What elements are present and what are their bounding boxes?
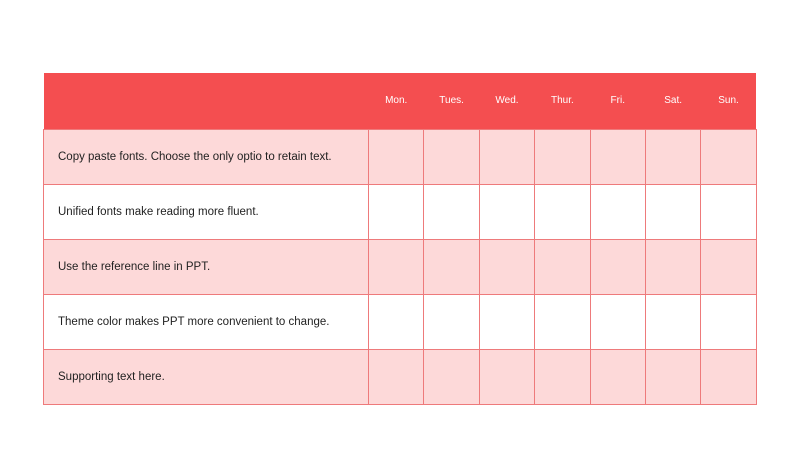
day-cell [424, 239, 479, 294]
task-label: Use the reference line in PPT. [44, 239, 369, 294]
day-cell [645, 349, 700, 404]
header-corner-cell [44, 73, 369, 129]
day-cell [701, 184, 756, 239]
day-header-sun: Sun. [701, 73, 756, 129]
day-cell [701, 239, 756, 294]
task-label: Copy paste fonts. Choose the only optio to retain text. [44, 129, 369, 184]
table-row [44, 349, 757, 404]
day-cell [424, 184, 479, 239]
day-cell [369, 184, 424, 239]
day-cell [424, 294, 479, 349]
day-cell [535, 349, 590, 404]
day-cell [535, 294, 590, 349]
day-cell [369, 349, 424, 404]
table-row [44, 129, 757, 184]
day-cell [369, 129, 424, 184]
day-cell [535, 184, 590, 239]
day-header-sat: Sat. [645, 73, 700, 129]
day-cell [590, 349, 645, 404]
day-cell [535, 239, 590, 294]
day-cell [645, 129, 700, 184]
day-cell [424, 349, 479, 404]
day-cell [645, 239, 700, 294]
day-cell [590, 239, 645, 294]
table-row [44, 294, 757, 349]
header-row [44, 73, 757, 129]
day-cell [479, 129, 534, 184]
day-cell [701, 129, 756, 184]
day-cell [701, 294, 756, 349]
weekly-schedule-table [43, 73, 757, 405]
day-cell [479, 184, 534, 239]
task-label: Supporting text here. [44, 349, 369, 404]
day-cell [590, 294, 645, 349]
day-cell [645, 184, 700, 239]
day-cell [424, 129, 479, 184]
day-cell [701, 349, 756, 404]
day-cell [369, 294, 424, 349]
task-label: Theme color makes PPT more convenient to change. [44, 294, 369, 349]
day-header-tue: Tues. [424, 73, 479, 129]
day-cell [479, 294, 534, 349]
day-header-fri: Fri. [590, 73, 645, 129]
day-header-wed: Wed. [479, 73, 534, 129]
table-row [44, 239, 757, 294]
day-cell [590, 129, 645, 184]
day-cell [369, 239, 424, 294]
task-label: Unified fonts make reading more fluent. [44, 184, 369, 239]
day-cell [479, 239, 534, 294]
day-cell [590, 184, 645, 239]
day-header-mon: Mon. [369, 73, 424, 129]
day-cell [479, 349, 534, 404]
day-cell [535, 129, 590, 184]
table-row [44, 184, 757, 239]
day-header-thu: Thur. [535, 73, 590, 129]
day-cell [645, 294, 700, 349]
